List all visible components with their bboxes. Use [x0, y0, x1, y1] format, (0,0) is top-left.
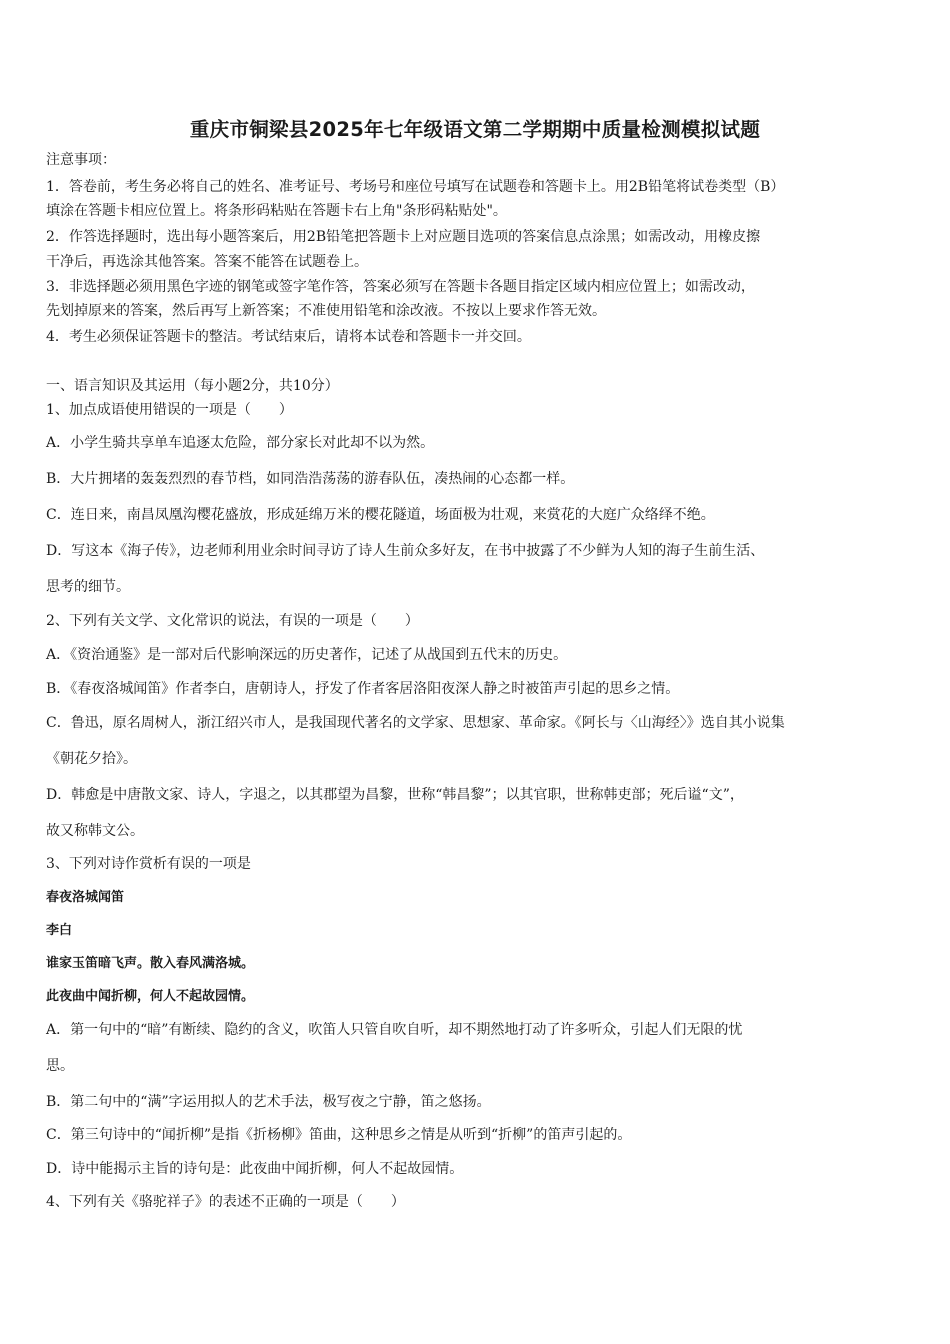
- section-heading: 一、语言知识及其运用（每小题2分，共10分）: [46, 378, 339, 394]
- option-d: D．写这本《海子传》，边老师利用业余时间寻访了诗人生前众多好友，在书中披露了不少鲜为人知的海子生前生活、: [46, 543, 765, 559]
- notice-line: 1．答卷前，考生务必将自己的姓名、准考证号、考场号和座位号填写在试题卷和答题卡上。用2B铅笔将试卷类型（B）: [46, 179, 785, 195]
- notice-line: 填涂在答题卡相应位置上。将条形码粘贴在答题卡右上角"条形码粘贴处"。: [46, 203, 507, 219]
- notice-line: 干净后，再选涂其他答案。答案不能答在试题卷上。: [46, 254, 368, 270]
- option-d-cont: 思考的细节。: [46, 579, 130, 595]
- option-a: A．《资治通鉴》是一部对后代影响深远的历史著作，记述了从战国到五代末的历史。: [46, 647, 568, 663]
- notice-line: 4．考生必须保证答题卡的整洁。考试结束后，请将本试卷和答题卡一并交回。: [46, 329, 531, 345]
- option-a: A．小学生骑共享单车追逐太危险，部分家长对此却不以为然。: [46, 435, 435, 451]
- question-stem: 4、下列有关《骆驼祥子》的表述不正确的一项是（ ）: [46, 1194, 405, 1210]
- option-a: A．第一句中的“暗”有断续、隐约的含义，吹笛人只管自吹自听，却不期然地打动了许多听众，引起人们无限的忧: [46, 1022, 743, 1038]
- option-b: B．第二句中的“满”字运用拟人的艺术手法，极写夜之宁静，笛之悠扬。: [46, 1094, 491, 1110]
- poem-author: 李白: [46, 923, 73, 938]
- option-c: C．鲁迅，原名周树人，浙江绍兴市人，是我国现代著名的文学家、思想家、革命家。《阿长与〈山海经〉》选自其小说集: [46, 715, 785, 731]
- option-d: D．韩愈是中唐散文家、诗人，字退之，以其郡望为昌黎，世称“韩昌黎”；以其官职，世称韩吏部；死后谥“文”，: [46, 787, 744, 803]
- question-stem: 2、下列有关文学、文化常识的说法，有误的一项是（ ）: [46, 613, 419, 629]
- option-d-cont: 故又称韩文公。: [46, 823, 144, 839]
- option-c: C．连日来，南昌凤凰沟樱花盛放，形成延绵万米的樱花隧道，场面极为壮观，来赏花的大庭广众络绎不绝。: [46, 507, 715, 523]
- notice-heading: 注意事项：: [46, 152, 116, 168]
- option-b: B．大片拥堵的轰轰烈烈的春节档，如同浩浩荡荡的游春队伍，凑热闹的心态都一样。: [46, 471, 575, 487]
- option-b: B．《春夜洛城闻笛》作者李白，唐朝诗人，抒发了作者客居洛阳夜深人静之时被笛声引起的思乡之情。: [46, 681, 680, 697]
- question-stem: 3、下列对诗作赏析有误的一项是: [46, 856, 251, 872]
- question-stem: 1、加点成语使用错误的一项是（ ）: [46, 402, 293, 418]
- page-title: 重庆市铜梁县2025年七年级语文第二学期期中质量检测模拟试题: [189, 118, 761, 141]
- poem-title: 春夜洛城闻笛: [46, 890, 125, 905]
- option-c-cont: 《朝花夕拾》。: [46, 751, 137, 767]
- poem-line: 此夜曲中闻折柳，何人不起故园情。: [46, 989, 255, 1004]
- poem-line: 谁家玉笛暗飞声。散入春风满洛城。: [46, 956, 255, 971]
- option-c: C．第三句诗中的“闻折柳”是指《折杨柳》笛曲，这种思乡之情是从听到“折柳”的笛声引起的。: [46, 1127, 632, 1143]
- notice-line: 3．非选择题必须用黑色字迹的钢笔或签字笔作答，答案必须写在答题卡各题目指定区域内相应位置上；如需改动，: [46, 279, 755, 295]
- option-d: D．诗中能揭示主旨的诗句是：此夜曲中闻折柳，何人不起故园情。: [46, 1161, 464, 1177]
- notice-line: 先划掉原来的答案，然后再写上新答案；不准使用铅笔和涂改液。不按以上要求作答无效。: [46, 303, 606, 319]
- notice-line: 2．作答选择题时，选出每小题答案后，用2B铅笔把答题卡上对应题目选项的答案信息点涂黑；如需改动，用橡皮擦: [46, 229, 761, 245]
- option-a-cont: 思。: [46, 1058, 74, 1074]
